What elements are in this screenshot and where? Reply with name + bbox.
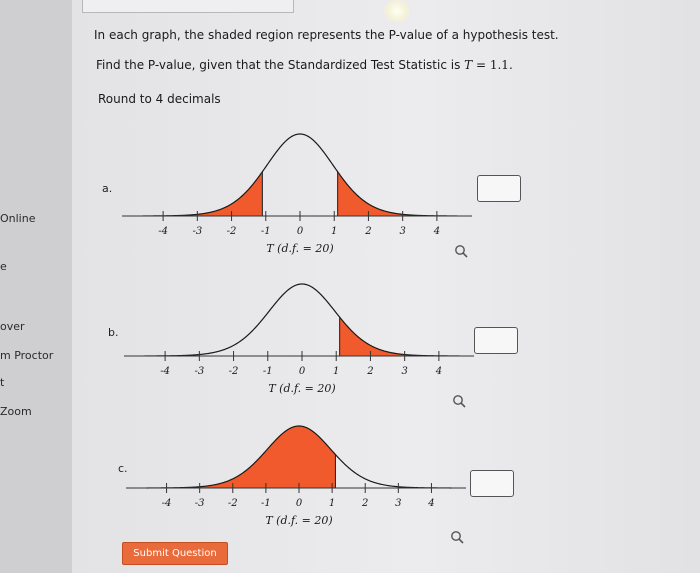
sidebar-item-t[interactable] xyxy=(0,376,4,389)
tick-label: -2 xyxy=(228,366,239,377)
submit-question-button[interactable]: Submit Question xyxy=(122,542,228,565)
tick-label: -1 xyxy=(260,226,271,237)
sidebar-item-label: t xyxy=(0,376,5,389)
question-line2 xyxy=(96,58,513,72)
screen-glare xyxy=(384,0,410,22)
sidebar-item-zoom[interactable] xyxy=(0,405,32,418)
tick-label: -2 xyxy=(227,498,238,509)
test-statistic-value: 1.1. xyxy=(489,58,513,72)
sidebar-item-over[interactable] xyxy=(0,320,25,333)
sidebar-item-label: m Proctor xyxy=(0,349,54,362)
shaded-p-value-region xyxy=(147,426,336,488)
tick-label: 2 xyxy=(362,498,369,509)
test-statistic-variable: T xyxy=(464,58,473,72)
tick-label: -4 xyxy=(161,498,172,509)
tick-label: 0 xyxy=(295,498,303,509)
axis-caption: T (d.f. = 20) xyxy=(266,242,334,255)
part-a-label: a. xyxy=(102,182,113,195)
tick-label: -3 xyxy=(194,498,205,509)
tick-label: 2 xyxy=(367,366,374,377)
sidebar-item-label: Zoom xyxy=(0,405,32,418)
question-text xyxy=(94,28,559,42)
graph-c xyxy=(126,420,466,540)
part-b-label: b. xyxy=(108,326,119,339)
tick-label: 4 xyxy=(435,366,443,377)
question-line1: In each graph, the shaded region represents the P-value of a hypothesis test. xyxy=(94,28,559,42)
question-line2-prefix: Find the P-value, given that the Standardized Test Statistic is xyxy=(96,58,465,72)
rounding-instruction: Round to 4 decimals xyxy=(98,92,221,106)
tick-label: 1 xyxy=(331,226,338,237)
sidebar-item-proctor[interactable] xyxy=(0,349,53,362)
graph-b xyxy=(124,278,474,408)
sidebar-item-e[interactable] xyxy=(0,260,7,273)
sidebar-item-label: over xyxy=(0,320,25,333)
left-sidebar xyxy=(0,0,72,573)
part-c-label: c. xyxy=(118,462,128,475)
tick-label: 4 xyxy=(433,226,441,237)
magnifier-icon[interactable] xyxy=(454,244,468,258)
sidebar-item-online[interactable] xyxy=(0,212,35,225)
tick-label: -4 xyxy=(158,226,168,237)
tick-label: -3 xyxy=(192,226,203,237)
graph-a xyxy=(122,128,472,268)
axis-caption: T (d.f. = 20) xyxy=(265,514,333,527)
axis-caption: T (d.f. = 20) xyxy=(268,382,336,395)
tick-label: 0 xyxy=(298,366,306,377)
tick-label: -1 xyxy=(262,366,273,377)
t-distribution-curve xyxy=(143,134,458,216)
sidebar-item-label: e xyxy=(0,260,7,273)
sidebar-item-label: Online xyxy=(0,212,36,225)
tick-label: 4 xyxy=(428,498,435,509)
question-panel xyxy=(72,0,700,573)
magnifier-icon[interactable] xyxy=(452,394,466,408)
equals-sign: = xyxy=(472,58,490,72)
tick-label: -4 xyxy=(160,366,170,377)
answer-input-b[interactable] xyxy=(474,327,518,354)
answer-input-c[interactable] xyxy=(470,470,514,497)
tick-label: -2 xyxy=(226,226,237,237)
tick-label: 3 xyxy=(395,498,402,509)
top-tab[interactable] xyxy=(82,0,294,13)
tick-label: 2 xyxy=(365,226,372,237)
t-distribution-curve xyxy=(145,284,460,356)
tick-label: 0 xyxy=(296,226,304,237)
tick-label: 3 xyxy=(401,366,408,377)
magnifier-icon[interactable] xyxy=(450,530,464,544)
tick-label: -3 xyxy=(194,366,205,377)
answer-input-a[interactable] xyxy=(477,175,521,202)
tick-label: 1 xyxy=(333,366,340,377)
tick-label: -1 xyxy=(261,498,271,509)
tick-label: 1 xyxy=(328,498,336,509)
tick-label: 3 xyxy=(399,226,406,237)
